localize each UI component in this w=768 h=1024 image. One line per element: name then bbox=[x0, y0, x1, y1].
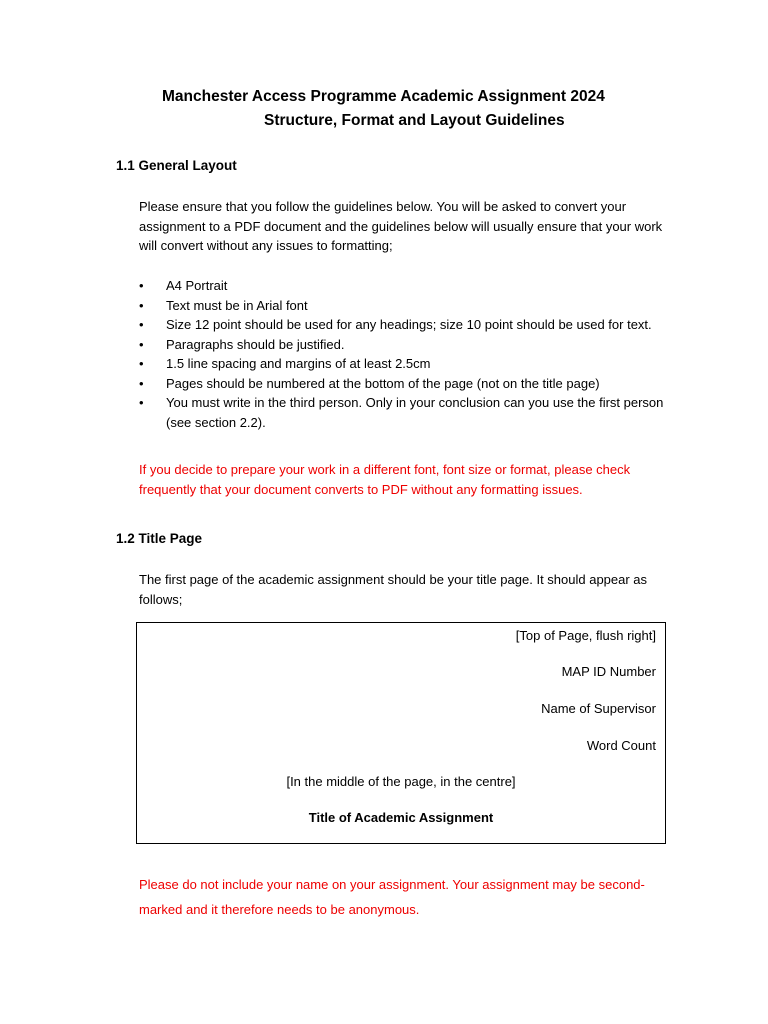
paragraph-line: will convert without any issues to formatting; bbox=[139, 238, 393, 253]
top-of-page-note: [Top of Page, flush right] bbox=[515, 628, 656, 643]
list-item bbox=[139, 296, 699, 316]
warning-line: frequently that your document converts to PDF without any formatting issues. bbox=[139, 481, 583, 497]
anonymity-warning bbox=[139, 872, 679, 922]
list-item-text: Text must be in Arial font bbox=[166, 297, 308, 313]
list-item-text: (see section 2.2). bbox=[166, 414, 266, 430]
warning-line: marked and it therefore needs to be anonymous. bbox=[139, 902, 420, 917]
list-item bbox=[139, 374, 699, 394]
paragraph-line: follows; bbox=[139, 591, 183, 607]
warning-line: If you decide to prepare your work in a different font, font size or format, please check bbox=[139, 462, 631, 477]
list-item-text: Size 12 point should be used for any headings; size 10 point should be used for text. bbox=[166, 317, 652, 332]
document-subtitle: Structure, Format and Layout Guidelines bbox=[264, 112, 565, 129]
list-item-text: 1.5 line spacing and margins of at least 2.5cm bbox=[166, 356, 431, 371]
list-item bbox=[139, 276, 699, 296]
bullet-icon: • bbox=[139, 375, 144, 391]
bullet-icon: • bbox=[139, 356, 144, 371]
warning-line: Please do not include your name on your assignment. Your assignment may be second- bbox=[139, 877, 645, 892]
section-heading-title-page: 1.2 Title Page bbox=[116, 531, 203, 546]
bullet-icon: • bbox=[139, 395, 144, 410]
paragraph-line: Please ensure that you follow the guidelines below. You will be asked to convert your bbox=[139, 199, 627, 214]
list-item-text: Paragraphs should be justified. bbox=[166, 336, 345, 352]
list-item bbox=[139, 393, 699, 432]
list-item-text: Pages should be numbered at the bottom of the page (not on the title page) bbox=[166, 375, 600, 391]
list-item-text: A4 Portrait bbox=[166, 278, 228, 293]
list-item bbox=[139, 315, 699, 335]
paragraph-line: The first page of the academic assignment should be your title page. It should appear as bbox=[139, 572, 648, 587]
title-page-example-box bbox=[136, 622, 666, 844]
middle-of-page-note: [In the middle of the page, in the centre] bbox=[286, 774, 516, 789]
bullet-icon: • bbox=[139, 278, 144, 293]
bullet-icon: • bbox=[139, 317, 144, 332]
assignment-title-label: Title of Academic Assignment bbox=[308, 810, 494, 825]
bullet-icon: • bbox=[139, 336, 144, 352]
bullet-icon: • bbox=[139, 297, 144, 313]
general-layout-intro bbox=[139, 197, 679, 256]
paragraph-line: assignment to a PDF document and the guidelines below will usually ensure that your work bbox=[139, 218, 663, 234]
section-heading-general-layout: 1.1 General Layout bbox=[116, 158, 237, 173]
map-id-label: MAP ID Number bbox=[561, 664, 656, 679]
format-warning bbox=[139, 460, 679, 499]
supervisor-label: Name of Supervisor bbox=[541, 701, 656, 716]
formatting-guidelines-list bbox=[139, 276, 699, 432]
list-item bbox=[139, 354, 699, 374]
list-item-text: You must write in the third person. Only in your conclusion can you use the first person bbox=[166, 395, 664, 410]
title-page-intro bbox=[139, 570, 679, 609]
list-item bbox=[139, 335, 699, 355]
document-title: Manchester Access Programme Academic Assignment 2024 bbox=[162, 88, 605, 105]
word-count-label: Word Count bbox=[586, 738, 656, 753]
